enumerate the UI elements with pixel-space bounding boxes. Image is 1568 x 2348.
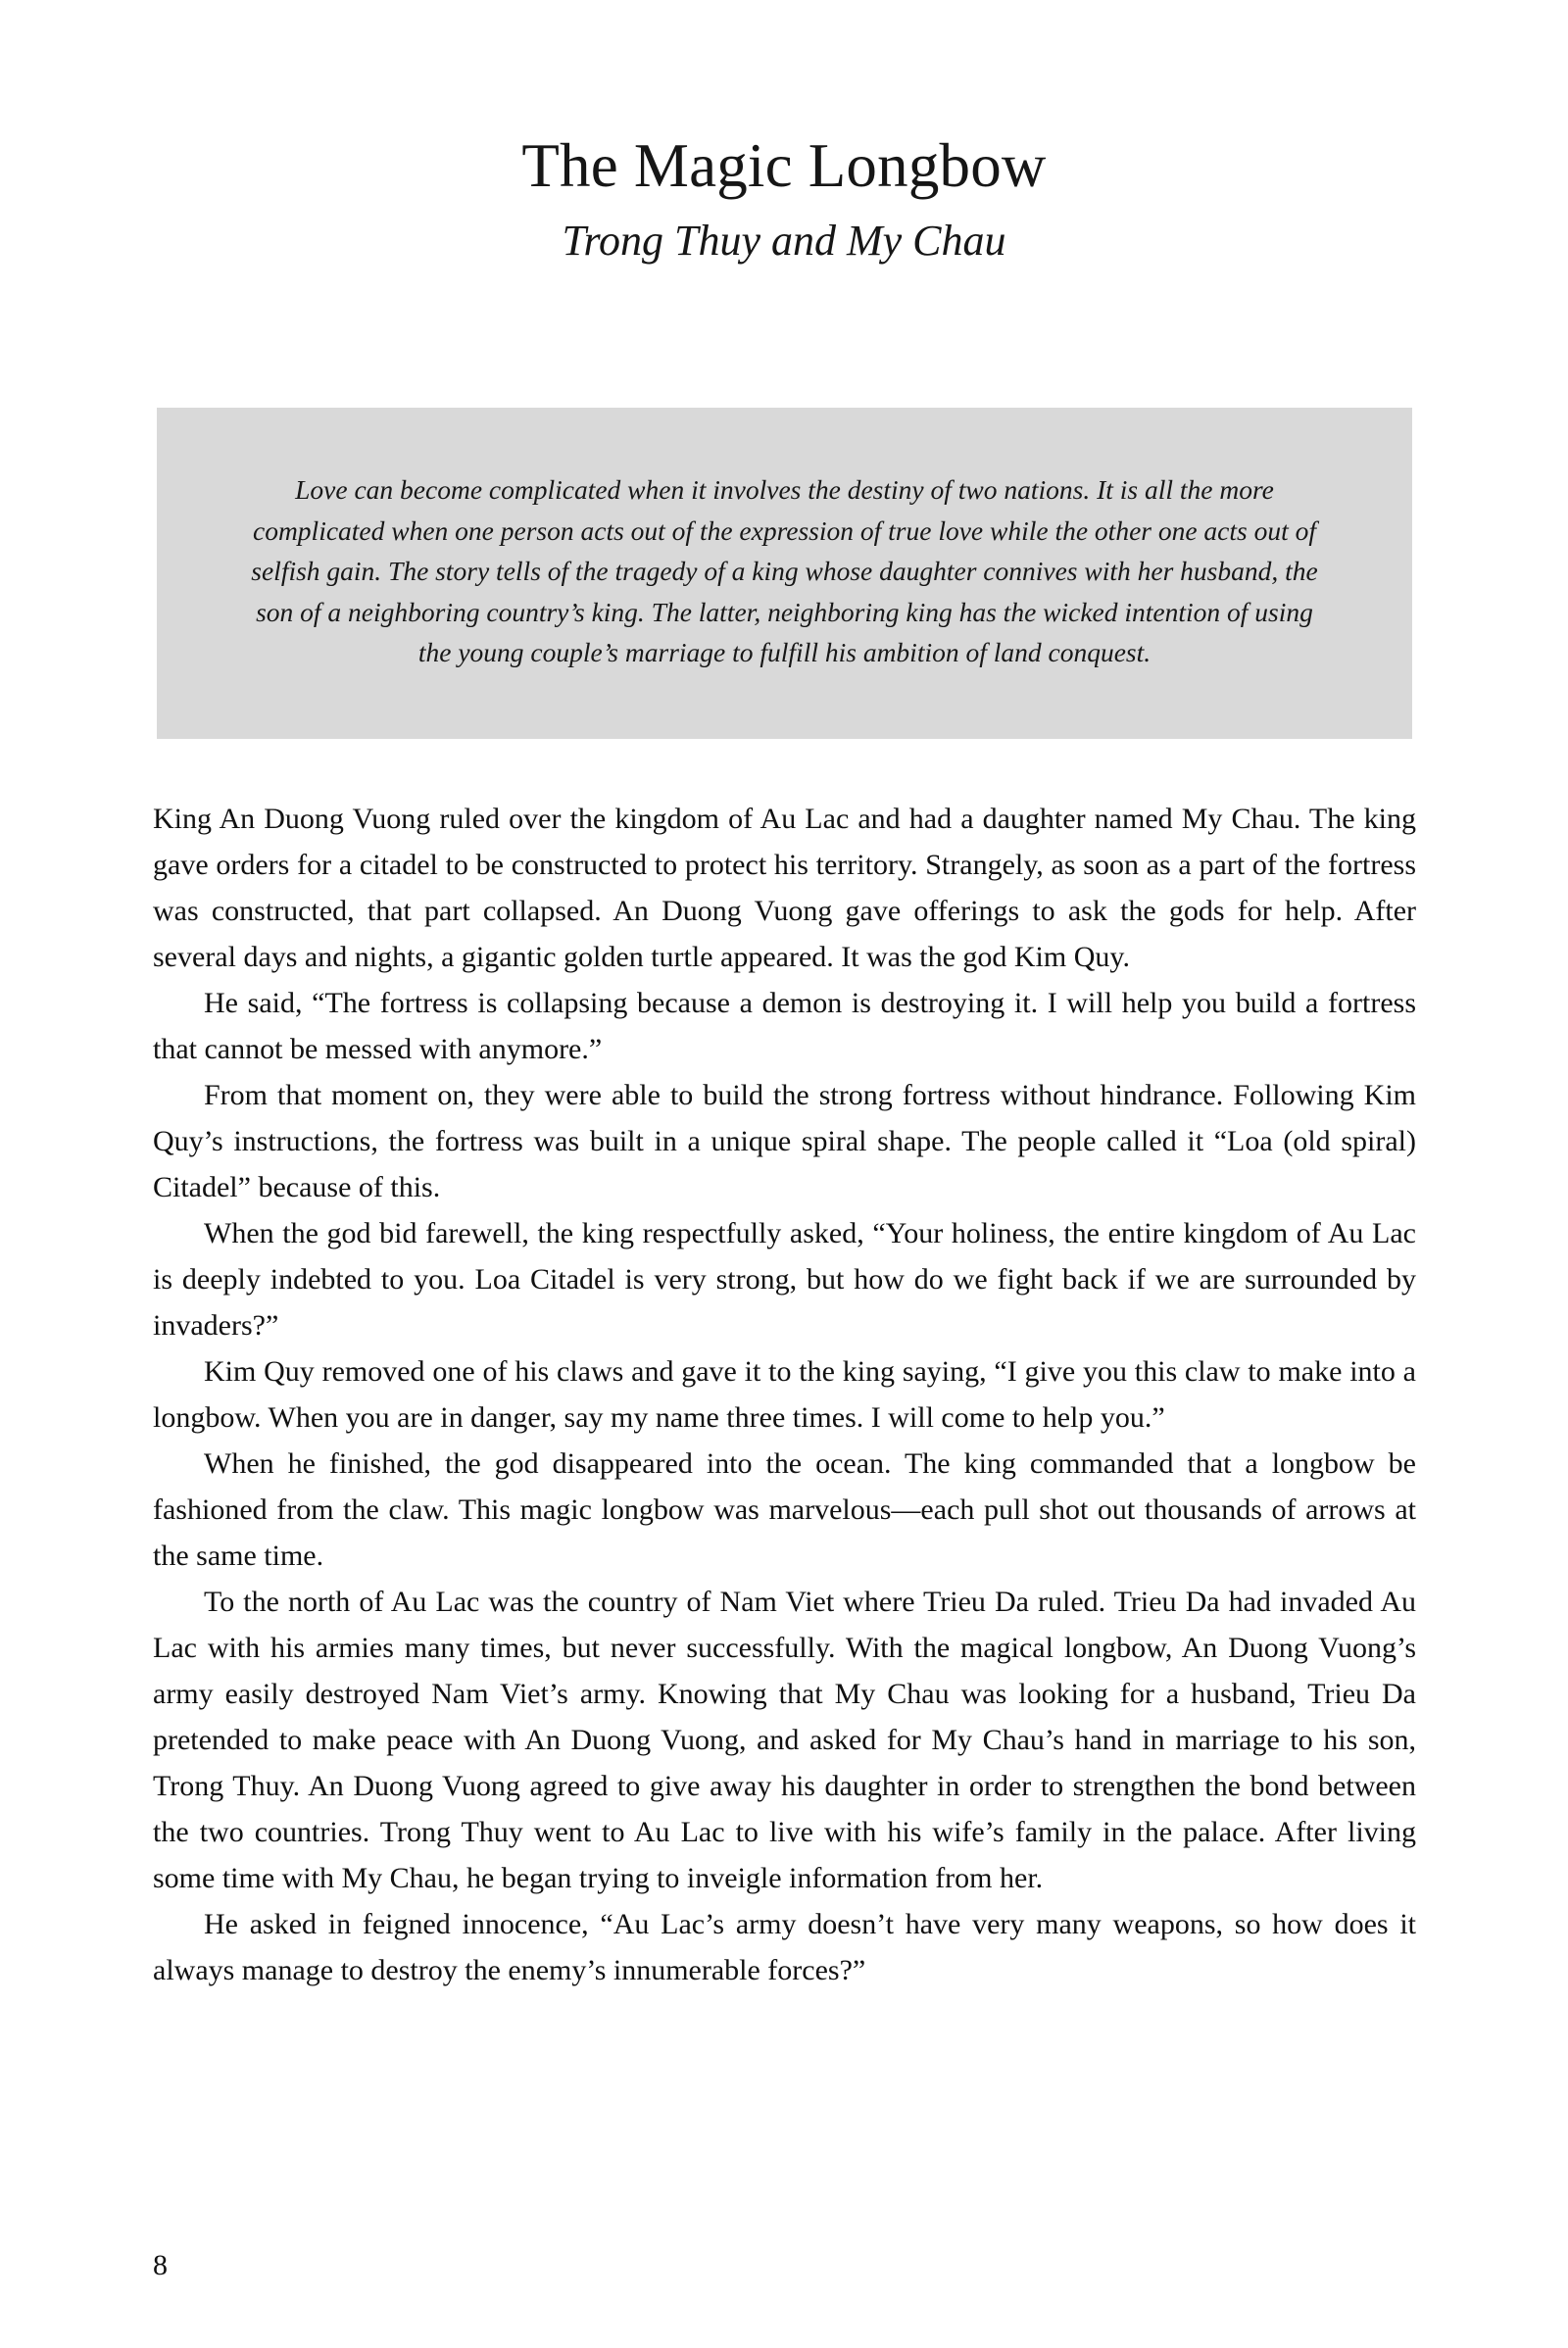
abstract-callout-box [157,408,1412,739]
page-title: The Magic Longbow [521,131,1047,200]
abstract-text: Love can become complicated when it involves the destiny of two nations. It is all the more complicated when one person acts out of the expression of true love while the other one acts out of selfish gain. The story tells of the tragedy of a king whose daughter connives with her husband, the son of a neighboring country’s king. The latter, neighboring king has the wicked intention of using the young couple’s marriage to fulfill his ambition of land conquest. [251,474,1318,668]
body-paragraph: He said, “The fortress is collapsing because a demon is destroying it. I will help you build a fortress that cannot be messed with anymore.” [153,987,1416,1065]
body-text-column [153,796,1416,1993]
body-paragraph: Kim Quy removed one of his claws and gave it to the king saying, “I give you this claw to make into a longbow. When you are in danger, say my name three times. I will come to help you.” [153,1355,1416,1434]
body-paragraph: He asked in feigned innocence, “Au Lac’s army doesn’t have very many weapons, so how does it always manage to destroy the enemy’s innumerable forces?” [153,1908,1416,1986]
chapter-header [0,133,1568,266]
body-paragraph: When the god bid farewell, the king respectfully asked, “Your holiness, the entire kingdom of Au Lac is deeply indebted to you. Loa Citadel is very strong, but how do we fight back if we are surrounded by invaders?” [153,1217,1416,1342]
page-number: 8 [153,2249,168,2281]
body-paragraph: King An Duong Vuong ruled over the kingdom of Au Lac and had a daughter named My Chau. The king gave orders for a citadel to be constructed to protect his territory. Strangely, as soon as a part of the fortress was constructed, that part collapsed. An Duong Vuong gave offerings to ask the gods for help. After several days and nights, a gigantic golden turtle appeared. It was the god Kim Quy. [153,803,1416,973]
body-paragraph: When he finished, the god disappeared into the ocean. The king commanded that a longbow be fashioned from the claw. This magic longbow was marvelous—each pull shot out thousands of arrows at the same time. [153,1447,1416,1572]
body-paragraph: To the north of Au Lac was the country of Nam Viet where Trieu Da ruled. Trieu Da had invaded Au Lac with his armies many times, but never successfully. With the magical longbow, An Duong Vuong’s army easily destroyed Nam Viet’s army. Knowing that My Chau was looking for a husband, Trieu Da pretended to make peace with An Duong Vuong, and asked for My Chau’s hand in marriage to his son, Trong Thuy. An Duong Vuong agreed to give away his daughter in order to strengthen the bond between the two countries. Trong Thuy went to Au Lac to live with his wife’s family in the palace. After living some time with My Chau, he began trying to inveigle information from her. [153,1586,1416,1894]
body-paragraph: From that moment on, they were able to build the strong fortress without hindrance. Following Kim Quy’s instructions, the fortress was built in a unique spiral shape. The people called it “Loa (old spiral) Citadel” because of this. [153,1079,1416,1203]
page-subtitle: Trong Thuy and My Chau [562,217,1006,266]
